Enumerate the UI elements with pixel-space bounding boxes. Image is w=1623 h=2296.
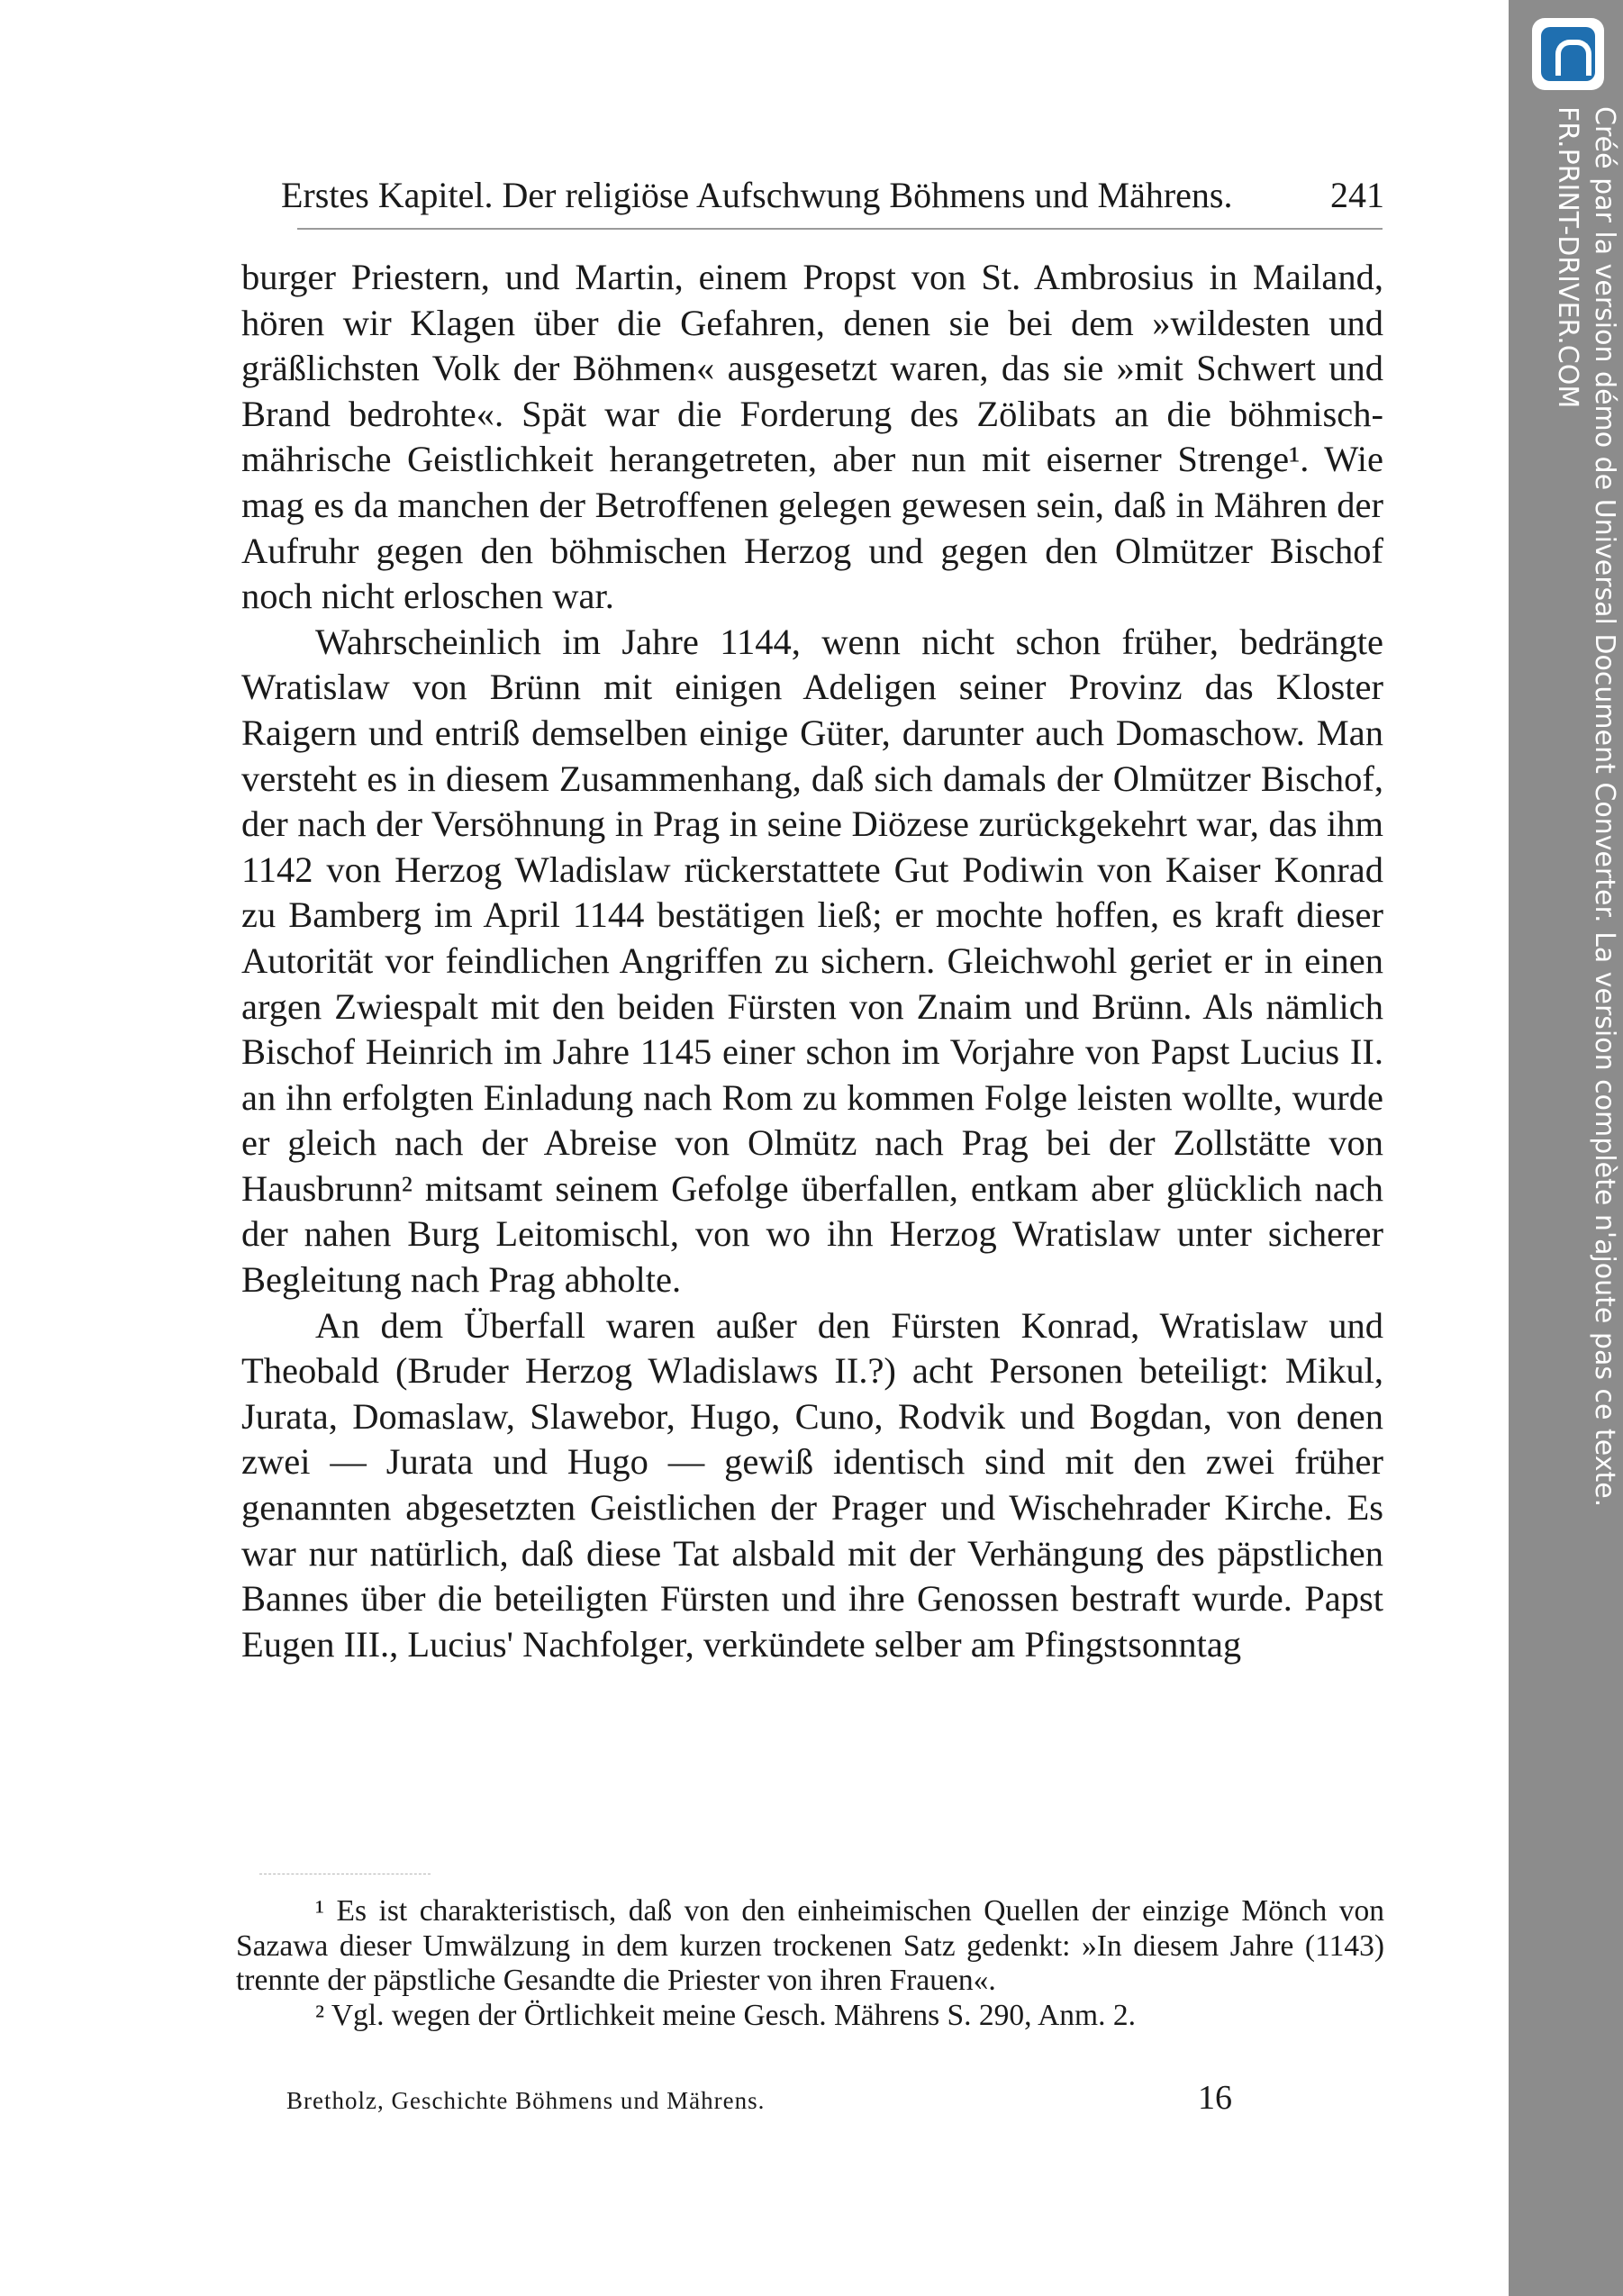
body-text bbox=[241, 255, 1383, 1667]
logo-inner-icon bbox=[1541, 27, 1595, 81]
paragraph-3: An dem Überfall waren außer den Fürsten Konrad, Wratislaw und Theobald (Bruder Herzog Wladislaws II.?) acht Personen beteiligt: Mikul, Jurata, Domaslaw, Slawebor, Hugo, Cuno, Rodvik und Bogdan, von denen zwei — Jurata und Hugo — gewiß identisch sind mit den zwei früher genannten abgesetzten Geistlichen der Prager und Wischehrader Kirche. Es war nur natürlich, daß diese Tat alsbald mit der Verhängung des päpstlichen Bannes über die beteiligten Fürsten und ihre Genossen bestraft wurde. Papst Eugen III., Lucius' Nachfolger, verkündete selber am Pfingstsonntag bbox=[241, 1304, 1383, 1665]
footer-book-line: Bretholz, Geschichte Böhmens und Mährens. bbox=[286, 2087, 766, 2114]
logo-arch-icon bbox=[1555, 40, 1591, 76]
converter-logo-icon bbox=[1532, 18, 1604, 90]
footer-signature: 16 bbox=[1198, 2079, 1232, 2117]
footnote-2: ² Vgl. wegen der Örtlichkeit meine Gesch. Mährens S. 290, Anm. 2. bbox=[315, 1998, 1136, 2032]
running-title: Erstes Kapitel. Der religiöse Aufschwung Böhmens und Mährens. bbox=[281, 175, 1233, 215]
page-number: 241 bbox=[1330, 175, 1384, 215]
running-header bbox=[281, 174, 1384, 228]
header-rule bbox=[297, 228, 1383, 230]
watermark-line-1: Créé par la version démo de Universal Document Converter. La version complète n'ajoute pas ce texte. bbox=[1589, 106, 1620, 1508]
paragraph-2: Wahrscheinlich im Jahre 1144, wenn nicht schon früher, bedrängte Wratislaw von Brünn mit einigen Adeligen seiner Provinz das Kloster Raigern und entriß demselben einige Güter, darunter auch Domaschow. Man versteht es in diesem Zusammenhang, daß sich damals der Olmützer Bischof, der nach der Versöhnung in Prag in seine Diözese zurückgekehrt war, das ihm 1142 von Herzog Wladislaw rückerstattete Gut Podiwin von Kaiser Konrad zu Bamberg im April 1144 bestätigen ließ; er mochte hoffen, es kraft dieser Autorität vor feindlichen Angriffen zu sichern. Gleichwohl geriet er in einen argen Zwiespalt mit den beiden Fürsten von Znaim und Brünn. Als nämlich Bischof Heinrich im Jahre 1145 einer schon im Vorjahre von Papst Lucius II. an ihn erfolgten Einladung nach Rom zu kommen Folge leisten wollte, wurde er gleich nach der Abreise von Olmütz nach Prag bei der Zollstätte von Hausbrunn² mitsamt seinem Gefolge überfallen, entkam aber glücklich nach der nahen Burg Leitomischl, von wo ihn Herzog Wratislaw unter sicherer Begleitung nach Prag abholte. bbox=[241, 621, 1383, 1301]
footnote-1: ¹ Es ist charakteristisch, daß von den einheimischen Quellen der einzige Mönch von Sazawa dieser Umwälzung in dem kurzen trockenen Satz gedenkt: »In diesem Jahre (1143) trennte der päpstliche Gesandte die Priester von ihren Frauen«. bbox=[236, 1894, 1384, 1997]
paragraph-1: burger Priestern, und Martin, einem Propst von St. Ambrosius in Mailand, hören wir Klagen über die Gefahren, denen sie bei dem »wildesten und gräßlichsten Volk der Böhmen« ausgesetzt waren, das sie »mit Schwert und Brand bedrohte«. Spät war die Forderung des Zölibats an die böhmisch-mährische Geistlichkeit herangetreten, aber nun mit eiserner Strenge¹. Wie mag es da manchen der Betroffenen gelegen gewesen sein, daß in Mähren der Aufruhr gegen den böhmischen Herzog und gegen den Olmützer Bischof noch nicht erloschen war. bbox=[241, 257, 1383, 617]
watermark-text bbox=[1547, 106, 1623, 1508]
footnotes bbox=[236, 1894, 1384, 2033]
page-footer bbox=[286, 2078, 1232, 2119]
watermark-line-2: FR.PRINT-DRIVER.COM bbox=[1552, 106, 1583, 409]
